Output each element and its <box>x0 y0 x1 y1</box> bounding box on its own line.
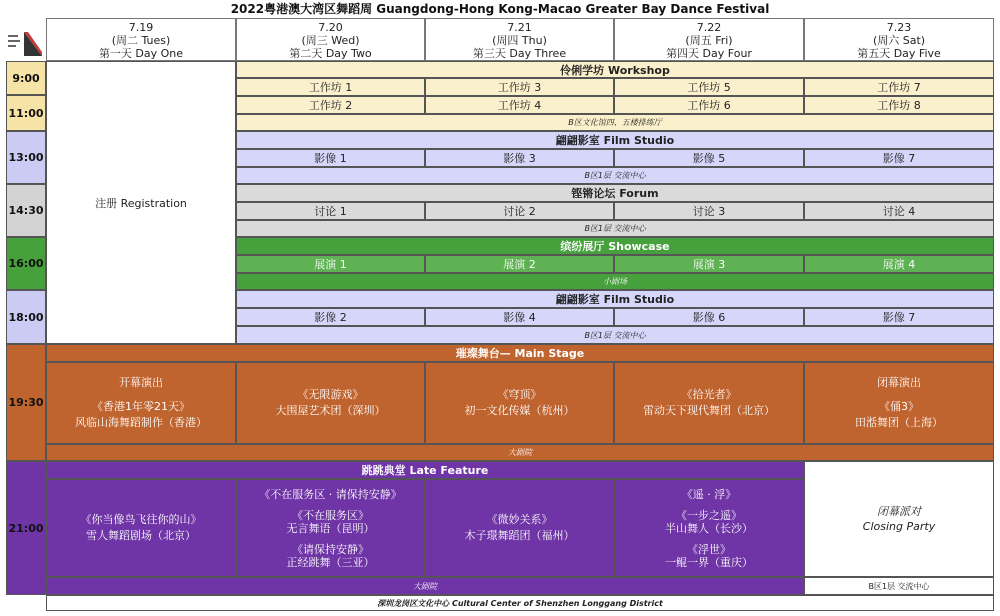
film-cell: 影像 3 <box>425 149 614 167</box>
day-date: 7.22 <box>696 21 722 34</box>
performance-title: 《浮世》 <box>687 542 731 556</box>
performance-company: 大围屋艺术团（深圳） <box>275 404 386 417</box>
main-stage-performance <box>46 362 236 444</box>
program-title: 《遥 · 浮》 <box>681 487 737 501</box>
main-stage-header: 璀璨舞台— Main Stage <box>46 344 994 362</box>
day-header-3 <box>425 18 614 61</box>
day-weekday: (周六 Sat) <box>872 34 926 47</box>
performance-title: 《穹顶》 <box>497 388 542 401</box>
performance-company: 雷动天下现代舞团（北京） <box>643 404 775 417</box>
performance-title: 《一步之遥》 <box>676 508 742 522</box>
closing-party-venue: B区1层 交流中心 <box>804 577 994 595</box>
forum-header: 铿锵论坛 Forum <box>236 184 994 202</box>
late-feature-header: 跳跳典堂 Late Feature <box>46 461 804 479</box>
performance-title: 《微妙关系》 <box>486 513 553 526</box>
closing-party-cell <box>804 461 994 577</box>
day-header-4 <box>614 18 804 61</box>
performance-company: 半山舞人（长沙） <box>665 521 753 535</box>
day-weekday: (周二 Tues) <box>111 34 171 47</box>
showcase-header: 缤纷展厅 Showcase <box>236 237 994 255</box>
film-venue: B区1层 交流中心 <box>236 326 994 344</box>
day-header-1 <box>46 18 236 61</box>
late-feature-performance <box>425 479 614 577</box>
performance-title: 《香港1年零21天》 <box>92 400 190 413</box>
time-slot: 18:00 <box>6 290 46 344</box>
closing-party-en: Closing Party <box>862 520 936 533</box>
performance-title: 《拾光者》 <box>681 388 737 401</box>
film-cell: 影像 2 <box>236 308 425 326</box>
day-date: 7.20 <box>318 21 343 34</box>
performance-company: 木子璟舞蹈团（福州） <box>464 529 575 542</box>
day-date: 7.23 <box>886 21 912 34</box>
program-title: 《不在服务区 · 请保持安静》 <box>259 487 402 501</box>
time-slot: 19:30 <box>6 344 46 461</box>
day-date: 7.21 <box>507 21 532 34</box>
film-studio-header: 翩翩影室 Film Studio <box>236 290 994 308</box>
late-feature-performance <box>614 479 804 577</box>
workshop-header: 伶俐学坊 Workshop <box>236 61 994 78</box>
forum-cell: 讨论 1 <box>236 202 425 220</box>
time-slot: 13:00 <box>6 131 46 184</box>
day-header-2 <box>236 18 425 61</box>
day-label: 第三天 Day Three <box>472 47 567 60</box>
workshop-cell: 工作坊 2 <box>236 96 425 114</box>
workshop-cell: 工作坊 4 <box>425 96 614 114</box>
festival-logo <box>4 26 44 60</box>
day-label: 第四天 Day Four <box>666 47 752 60</box>
performance-company: 初一文化传媒（杭州） <box>464 404 575 417</box>
main-stage-performance <box>425 362 614 444</box>
day-label: 第五天 Day Five <box>857 47 941 60</box>
performance-title: 《请保持安静》 <box>292 542 369 556</box>
day-weekday: (周三 Wed) <box>301 34 360 47</box>
film-cell: 影像 7 <box>804 149 994 167</box>
film-studio-header: 翩翩影室 Film Studio <box>236 131 994 149</box>
performance-title: 《你当像鸟飞往你的山》 <box>80 513 202 526</box>
showcase-cell: 展演 1 <box>236 255 425 273</box>
forum-venue: B区1层 交流中心 <box>236 220 994 237</box>
main-stage-venue: 大剧院 <box>46 444 994 461</box>
performance-company: 雪人舞蹈剧场（北京） <box>86 529 196 542</box>
film-cell: 影像 5 <box>614 149 804 167</box>
film-venue: B区1层 交流中心 <box>236 167 994 184</box>
late-feature-venue: 大剧院 <box>46 577 804 595</box>
workshop-cell: 工作坊 8 <box>804 96 994 114</box>
workshop-cell: 工作坊 5 <box>614 78 804 96</box>
showcase-cell: 展演 4 <box>804 255 994 273</box>
performance-company: 无言舞语（昆明） <box>286 521 375 535</box>
footer-venue: 深圳龙岗区文化中心 Cultural Center of Shenzhen Longgang District <box>46 595 994 611</box>
registration-cell: 注册 Registration <box>46 61 236 344</box>
workshop-cell: 工作坊 3 <box>425 78 614 96</box>
day-date: 7.19 <box>128 21 154 34</box>
main-stage-performance <box>614 362 804 444</box>
day-header-5 <box>804 18 994 61</box>
schedule-title: 2022粤港澳大湾区舞蹈周 Guangdong-Hong Kong-Macao Greater Bay Dance Festival <box>230 2 770 16</box>
performance-note: 开幕演出 <box>119 376 163 389</box>
film-cell: 影像 1 <box>236 149 425 167</box>
workshop-cell: 工作坊 7 <box>804 78 994 96</box>
performance-company: 风临山海舞蹈制作（香港） <box>75 416 207 429</box>
forum-cell: 讨论 4 <box>804 202 994 220</box>
showcase-cell: 展演 2 <box>425 255 614 273</box>
showcase-cell: 展演 3 <box>614 255 804 273</box>
workshop-cell: 工作坊 6 <box>614 96 804 114</box>
performance-title: 《无限游戏》 <box>297 388 364 401</box>
time-slot: 14:30 <box>6 184 46 237</box>
day-label: 第一天 Day One <box>98 47 184 60</box>
performance-title: 《俑3》 <box>879 400 919 413</box>
day-label: 第二天 Day Two <box>289 47 372 60</box>
forum-cell: 讨论 3 <box>614 202 804 220</box>
showcase-venue: 小剧场 <box>236 273 994 290</box>
workshop-venue: B区文化馆四、五楼排练厅 <box>236 114 994 131</box>
forum-cell: 讨论 2 <box>425 202 614 220</box>
performance-note: 闭幕演出 <box>877 376 921 389</box>
performance-company: 一鲲一界（重庆） <box>665 555 753 569</box>
main-stage-performance <box>804 362 994 444</box>
performance-company: 正经跳舞（三亚） <box>286 555 375 569</box>
film-cell: 影像 7 <box>804 308 994 326</box>
time-slot: 21:00 <box>6 461 46 595</box>
main-stage-performance <box>236 362 425 444</box>
workshop-cell: 工作坊 1 <box>236 78 425 96</box>
day-weekday: (周四 Thu) <box>492 34 547 47</box>
day-weekday: (周五 Fri) <box>685 34 733 47</box>
late-feature-performance <box>236 479 425 577</box>
late-feature-performance <box>46 479 236 577</box>
closing-party-zh: 闭幕派对 <box>877 505 921 518</box>
time-slot: 9:00 <box>6 61 46 95</box>
film-cell: 影像 4 <box>425 308 614 326</box>
time-slot: 16:00 <box>6 237 46 290</box>
performance-company: 田湉舞团（上海） <box>855 416 943 429</box>
time-slot: 11:00 <box>6 95 46 131</box>
performance-title: 《不在服务区》 <box>292 508 369 522</box>
film-cell: 影像 6 <box>614 308 804 326</box>
